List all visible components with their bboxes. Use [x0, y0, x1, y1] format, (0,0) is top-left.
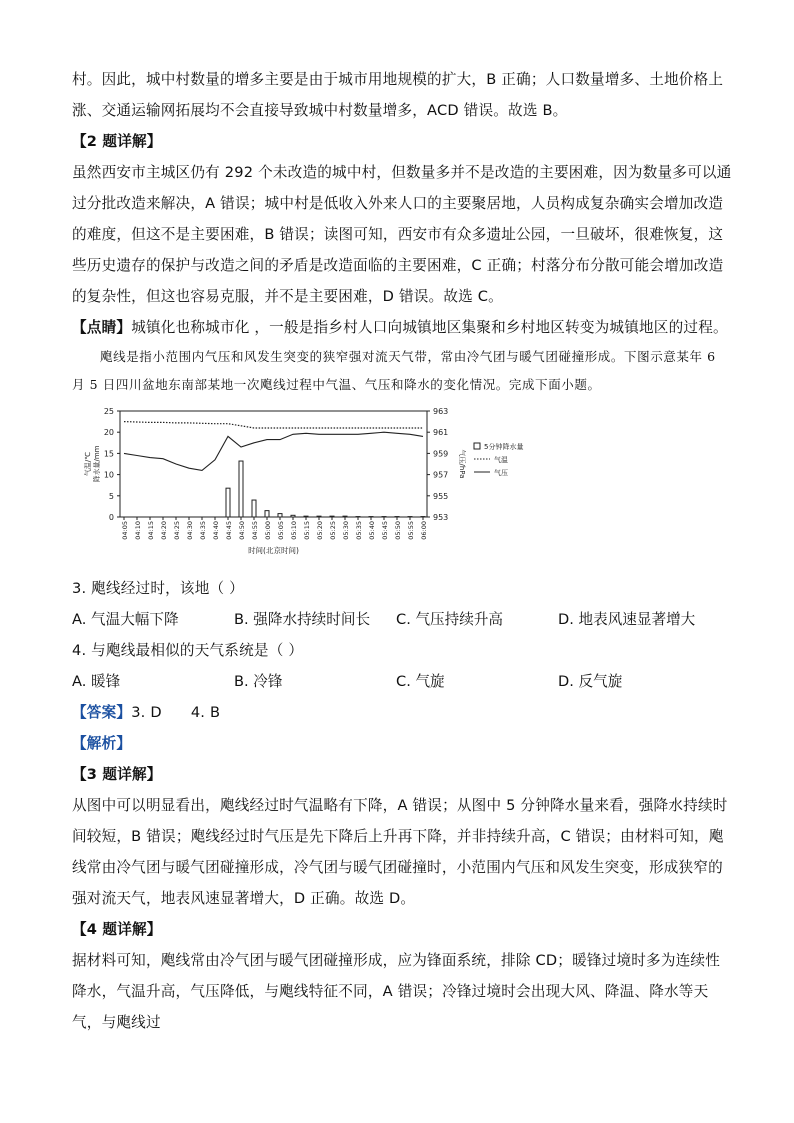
q3-option-a[interactable]: A. 气温大幅下降 — [72, 611, 179, 628]
precip-bar — [226, 488, 230, 517]
right-tick-label: 961 — [433, 428, 449, 438]
x-tick-label: 05:45 — [381, 521, 389, 540]
x-tick-label: 04:20 — [160, 521, 168, 540]
precip-bar — [317, 516, 321, 517]
x-tick-label: 04:15 — [147, 521, 155, 540]
q4-option-b[interactable]: B. 冷锋 — [234, 673, 283, 690]
question-3-options — [72, 604, 732, 635]
question-4-stem: 4. 与飑线最相似的天气系统是（ ） — [72, 642, 304, 659]
q2-heading: 【2 题详解】 — [72, 133, 162, 150]
squall-line-chart — [72, 405, 592, 563]
left-tick-label: 25 — [103, 407, 114, 416]
x-tick-label: 04:25 — [173, 521, 181, 540]
right-axis-label: 气压/hPa — [458, 449, 466, 479]
legend-label-temp: 气温 — [494, 456, 508, 464]
plot-frame — [120, 411, 427, 517]
legend-bar-swatch — [474, 443, 480, 449]
q3-option-b[interactable]: B. 强降水持续时间长 — [234, 611, 371, 628]
x-tick-label: 05:50 — [394, 521, 402, 540]
x-tick-label: 05:15 — [303, 521, 311, 540]
paragraph-q2-explanation: 虽然西安市主城区仍有 292 个未改造的城中村，但数量多并不是改造的主要困难，因为数量多可以通过分批改造来解决，A 错误；城中村是低收入外来人口的主要聚居地，人员构成复杂确实会增加改造的难度，但这不是主要困难，B 错误；读图可知，西安市有众多遗址公园，一旦破坏，很难恢复，这些历史遗存的保护与改造之间的矛盾是改造面临的主要困难，C 正确；村落分布分散可能会增加改造的复杂性，但这也容易克服，并不是主要困难，D 错误。故选 C。 — [72, 164, 732, 305]
x-tick-label: 05:05 — [277, 521, 285, 540]
x-tick-label: 05:10 — [290, 521, 298, 540]
left-tick-label: 15 — [103, 449, 114, 459]
x-tick-label: 04:10 — [134, 521, 142, 540]
x-tick-label: 04:45 — [225, 521, 233, 540]
x-tick-label: 05:40 — [368, 521, 376, 540]
x-tick-label: 04:05 — [121, 521, 129, 540]
question-4-options — [72, 666, 732, 697]
q4-option-a[interactable]: A. 暖锋 — [72, 673, 121, 690]
q3-option-c[interactable]: C. 气压持续升高 — [396, 611, 504, 628]
precip-bar — [265, 511, 269, 517]
material-intro: 飑线是指小范围内气压和风发生突变的狭窄强对流天气带，常由冷气团与暖气团碰撞形成。下图示意某年 6 月 5 日四川盆地东南部某地一次飑线过程中气温、气压和降水的变化情况。完成下面小题。 — [72, 349, 716, 392]
x-tick-label: 05:25 — [329, 521, 337, 540]
dianjing-label: 【点睛】 — [72, 319, 132, 336]
dianjing-text: 城镇化也称城市化 ，一般是指乡村人口向城镇地区集聚和乡村地区转变为城镇地区的过程。 — [131, 319, 728, 336]
legend-label-precip: 5分钟降水量 — [484, 443, 524, 451]
right-tick-label: 957 — [433, 470, 449, 480]
x-axis-label: 时间(北京时间) — [248, 546, 299, 555]
q3-option-d[interactable]: D. 地表风速显著增大 — [558, 611, 696, 628]
q3-heading: 【3 题详解】 — [72, 766, 162, 783]
left-axis-label: 气温/℃ — [84, 451, 92, 477]
q4-explanation: 据材料可知，飑线常由冷气团与暖气团碰撞形成，应为锋面系统，排除 CD；暖锋过境时多为连续性降水，气温升高，气压降低，与飑线特征不同，A 错误；冷锋过境时会出现大风、降温、降水等天气，与飑线过 — [72, 952, 721, 1031]
analysis-label: 【解析】 — [72, 735, 132, 752]
precip-bar — [252, 500, 256, 517]
left-tick-label: 20 — [103, 428, 114, 438]
temperature-line — [124, 422, 423, 428]
precip-bar — [304, 516, 308, 517]
pressure-line — [124, 432, 423, 470]
precip-bar — [343, 516, 347, 517]
precip-bar — [278, 514, 282, 517]
answer-label: 【答案】 — [72, 704, 132, 721]
right-tick-label: 959 — [433, 449, 449, 459]
x-tick-label: 06:00 — [420, 521, 428, 540]
x-tick-label: 05:20 — [316, 521, 324, 540]
x-tick-label: 05:00 — [264, 521, 272, 540]
left-tick-label: 0 — [108, 513, 114, 522]
x-tick-label: 04:55 — [251, 521, 259, 540]
q3-explanation: 从图中可以明显看出，飑线经过时气温略有下降，A 错误；从图中 5 分钟降水量来看，强降水持续时间较短，B 错误；飑线经过时气压是先下降后上升再下降，并非持续升高，C 错误；由材料可知，飑线常由冷气团与暖气团碰撞形成，冷气团与暖气团碰撞时，小范围内气压和风发生突变，形成狭窄的强对流天气，地表风速显著增大，D 正确。故选 D。 — [72, 797, 728, 907]
answer-line — [72, 697, 732, 728]
x-tick-label: 05:35 — [355, 521, 363, 540]
dianjing-paragraph — [72, 312, 732, 343]
chart-svg — [72, 405, 592, 563]
x-tick-label: 04:30 — [186, 521, 194, 540]
left-tick-label: 5 — [108, 491, 114, 501]
x-tick-label: 05:30 — [342, 521, 350, 540]
x-tick-label: 04:50 — [238, 521, 246, 540]
precip-bar — [239, 461, 243, 517]
paragraph-q1-conclusion: 村。因此，城中村数量的增多主要是由于城市用地规模的扩大，B 正确；人口数量增多、土地价格上涨、交通运输网拓展均不会直接导致城中村数量增多，ACD 错误。故选 B。 — [72, 71, 724, 119]
right-tick-label: 963 — [433, 407, 449, 416]
right-tick-label: 953 — [433, 513, 449, 522]
precip-bar — [330, 516, 334, 517]
q4-option-d[interactable]: D. 反气旋 — [558, 673, 623, 690]
left-tick-label: 10 — [103, 470, 114, 480]
q4-heading: 【4 题详解】 — [72, 921, 162, 938]
x-tick-label: 04:40 — [212, 521, 220, 540]
legend-label-pressure: 气压 — [494, 469, 508, 477]
question-3-stem: 3. 飑线经过时，该地（ ） — [72, 580, 244, 597]
x-tick-label: 05:55 — [407, 521, 415, 540]
right-tick-label: 955 — [433, 491, 449, 501]
document-page — [72, 64, 732, 1038]
q4-option-c[interactable]: C. 气旋 — [396, 673, 445, 690]
left-axis-label: 降水量/mm — [93, 445, 101, 483]
precip-bar — [291, 515, 295, 517]
answer-text: 3. D 4. B — [131, 704, 221, 721]
x-tick-label: 04:35 — [199, 521, 207, 540]
